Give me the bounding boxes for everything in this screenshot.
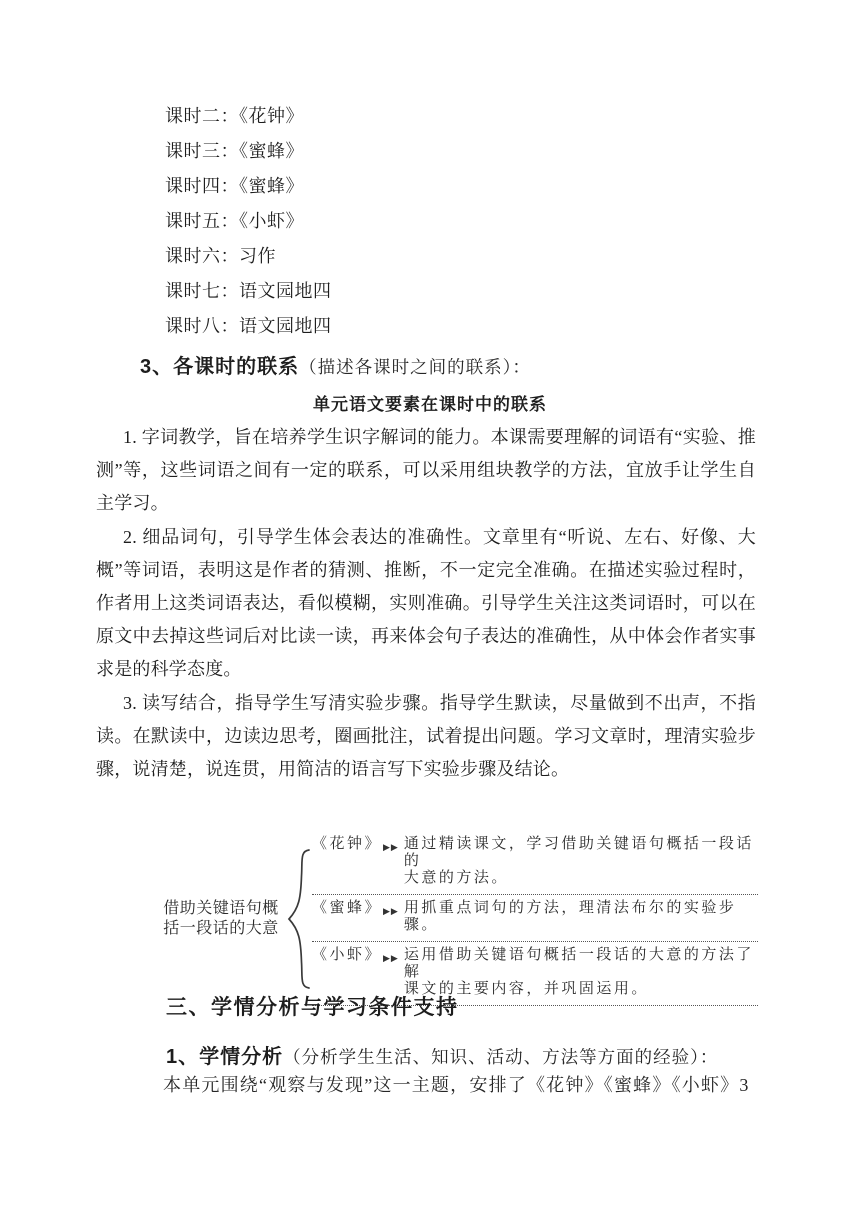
diagram-text-line: 运用借助关键语句概括一段话的大意的方法了解 bbox=[403, 947, 754, 980]
paragraph-word-teaching: 1. 字词教学，旨在培养学生识字解词的能力。本课需要理解的词语有“实验、推测”等，这些词语之间有一定的联系，可以采用组块教学的方法，宜放手让学生自主学习。 bbox=[96, 427, 756, 514]
subheading-annotation: （分析学生生活、知识、活动、方法等方面的经验）： bbox=[283, 1047, 719, 1067]
course-hour-item: 课时二：《花钟》 bbox=[165, 106, 304, 126]
diagram-row-huazhong bbox=[312, 831, 758, 895]
course-hour-item: 课时五：《小虾》 bbox=[165, 211, 304, 231]
book-title: 《蜜蜂》 bbox=[312, 900, 383, 916]
course-hour-item: 课时六：习作 bbox=[165, 246, 276, 266]
unit-element-diagram bbox=[158, 831, 758, 1006]
paragraph-read-write: 3. 读写结合，指导学生写清实验步骤。指导学生默读，尽量做到不出声，不指读。在默读中，边读边思考，圈画批注，试着提出问题。学习文章时，理清实验步骤，说清楚，说连贯，用简洁的语言写下实验步骤及结论。 bbox=[96, 692, 756, 780]
diagram-text-line: 通过精读课文，学习借助关键语句概括一段话的 bbox=[403, 836, 754, 869]
course-hour-item: 课时四：《蜜蜂》 bbox=[165, 176, 304, 196]
paragraph-phrase-accuracy: 2. 细品词句，引导学生体会表达的准确性。文章里有“听说、左右、好像、大概”等词语，表明这是作者的猜测、推断，不一定完全准确。在描述实验过程时，作者用上这类词语表达，看似模糊，实则准确。引导学生关注这类词语时，可以在原文中去掉这些词后对比读一读，再来体会句子表达的准确性，从中体会作者实事求是的科学态度。 bbox=[96, 526, 756, 680]
unit-element-subheading: 单元语文要素在课时中的联系 bbox=[313, 395, 547, 414]
student-analysis-heading: 三、学情分析与学习条件支持 bbox=[166, 996, 459, 1019]
diagram-row-mifeng bbox=[312, 895, 758, 942]
diagram-text-line: 大意的方法。 bbox=[403, 870, 509, 886]
course-hour-item: 课时七：语文园地四 bbox=[165, 281, 332, 301]
diagram-label-line: 借助关键语句概 bbox=[163, 899, 279, 917]
diagram-row-text bbox=[404, 836, 758, 887]
subheading-number-title: 1、学情分析 bbox=[166, 1046, 284, 1068]
course-hour-item: 课时八：语文园地四 bbox=[165, 316, 332, 336]
double-arrow-icon: ▶▶ bbox=[383, 906, 399, 916]
course-hour-item: 课时三：《蜜蜂》 bbox=[165, 141, 304, 161]
student-analysis-body-line: 本单元围绕“观察与发现”这一主题，安排了《花钟》《蜜蜂》《小虾》3 bbox=[163, 1075, 750, 1095]
book-title: 《小虾》 bbox=[312, 947, 383, 963]
diagram-text-line: 用抓重点词句的方法，理清法布尔的实验步骤。 bbox=[403, 900, 737, 933]
double-arrow-icon: ▶▶ bbox=[383, 953, 399, 963]
lessons-relation-heading bbox=[140, 350, 531, 379]
double-arrow-icon: ▶▶ bbox=[383, 842, 399, 852]
diagram-rows bbox=[312, 831, 758, 1006]
diagram-label-line: 括一段话的大意 bbox=[163, 919, 279, 937]
diagram-row-text bbox=[404, 900, 758, 934]
diagram-text-line: 课文的主要内容，并巩固运用。 bbox=[403, 981, 649, 997]
course-hour-list bbox=[165, 99, 332, 344]
heading-annotation: （描述各课时之间的联系）： bbox=[299, 357, 531, 377]
lessons-relation-paragraphs bbox=[96, 421, 756, 786]
student-analysis-subheading bbox=[166, 1040, 718, 1069]
book-title: 《花钟》 bbox=[312, 836, 383, 852]
curly-brace-icon bbox=[286, 848, 310, 990]
heading-number-title: 3、各课时的联系 bbox=[140, 356, 300, 378]
diagram-left-label bbox=[158, 899, 284, 939]
